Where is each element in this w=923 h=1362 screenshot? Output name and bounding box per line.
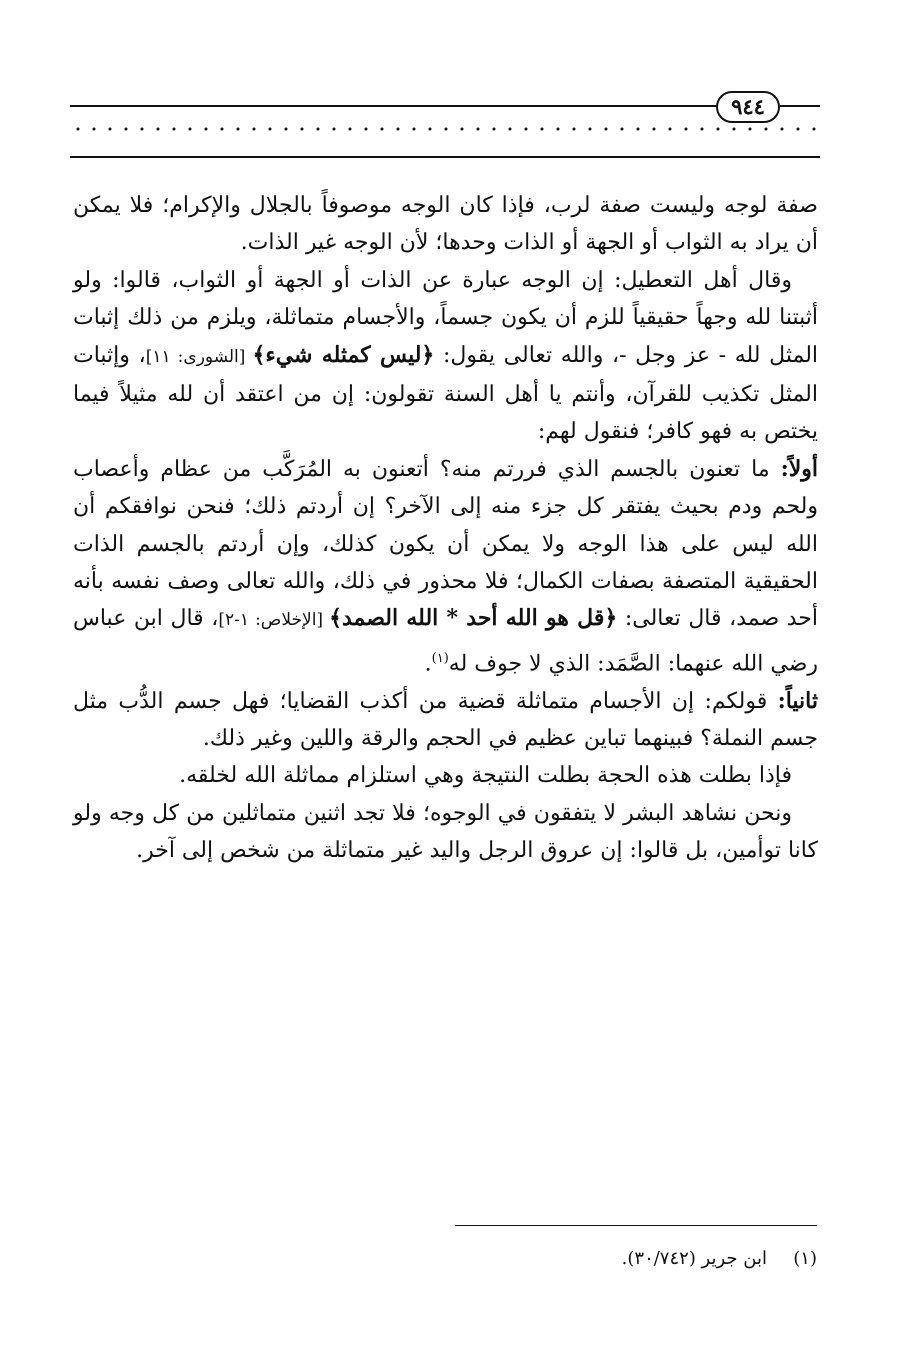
footnote-separator bbox=[455, 1225, 817, 1226]
footnote-marker: (١) bbox=[431, 650, 449, 666]
quran-verse-ikhlas: ﴿قل هو الله أحد * الله الصمد﴾ bbox=[329, 605, 618, 632]
paragraph-6 bbox=[73, 795, 818, 870]
paragraph-4 bbox=[73, 683, 818, 758]
paragraph-3 bbox=[73, 451, 818, 683]
paragraph-2-end: ، وإثبات المثل تكذيب للقرآن، وأنتم يا أهل السنة تقولون: إن من اعتقد أن لله مثيلاً فيما يختص به فهو كافر؛ فنقول لهم: bbox=[73, 342, 818, 445]
paragraph-6-text: ونحن نشاهد البشر لا يتفقون في الوجوه؛ فلا تجد اثنين متماثلين من كل وجه ولو كانا توأمين، بل قالوا: إن عروق الرجل واليد غير متماثلة من شخص إلى آخر. bbox=[73, 800, 818, 864]
footnote bbox=[555, 1248, 817, 1278]
verse-reference-ikhlas: [الإخلاص: ١-٢] bbox=[218, 610, 330, 631]
verse-reference-shura: [الشورى: ١١] bbox=[145, 346, 253, 367]
paragraph-3-end: ، قال ابن عباس رضي الله عنهما: الصَّمَد: الذي لا جوف له bbox=[73, 606, 818, 677]
paragraph-5-text: فإذا بطلت هذه الحجة بطلت النتيجة وهي استلزام مماثلة الله لخلقه. bbox=[179, 763, 792, 789]
paragraph-1-text: صفة لوجه وليست صفة لرب، فإذا كان الوجه موصوفاً بالجلال والإكرام؛ فلا يمكن أن يراد به الثواب أو الجهة أو الذات وحدها؛ لأن الوجه غير الذات. bbox=[73, 193, 818, 256]
paragraph-4-text: قولكم: إن الأجسام متماثلة قضية من أكذب القضايا؛ فهل جسم الدُّب مثل جسم النملة؟ فبينهما تباين عظيم في الحجم والرقة واللين وغير ذلك. bbox=[73, 688, 818, 752]
header-dotted-rule bbox=[70, 122, 820, 136]
quran-verse-shura: ﴿ليس كمثله شيء﴾ bbox=[252, 341, 435, 368]
footnote-text: ابن جرير (٣٠/٧٤٢). bbox=[621, 1248, 767, 1269]
header-rule-top bbox=[70, 105, 720, 107]
header-rule-bottom bbox=[70, 156, 820, 158]
footnote-number: (١) bbox=[793, 1248, 817, 1269]
point-second-label: ثانياً: bbox=[777, 687, 818, 714]
paragraph-3-start: ما تعنون بالجسم الذي فررتم منه؟ أتعنون به المُرَكَّب من عظام وأعصاب ولحم ودم بحيث يفتقر كل جزء منه إلى الآخر؟ إن أردتم ذلك؛ فنحن نوافقكم أن الله ليس على هذا الوجه ولا يمكن أن يكون كذلك، وإن أردتم بالجسم الذات الحقيقية المتصفة بصفات الكمال؛ فلا محذور في ذلك، والله تعالى وصف نفسه بأنه أحد صمد، قال تعالى: bbox=[73, 456, 819, 632]
paragraph-1 bbox=[73, 187, 818, 262]
page-number: ٩٤٤ bbox=[716, 91, 780, 123]
paragraph-3-dot: . bbox=[424, 651, 432, 677]
paragraph-2 bbox=[73, 262, 818, 451]
header-rule-top-end bbox=[780, 105, 820, 107]
paragraph-2-start: وقال أهل التعطيل: إن الوجه عبارة عن الذات أو الجهة أو الثواب، قالوا: ولو أثبتنا لله وجهاً حقيقياً للزم أن يكون جسماً، والأجسام متماثلة، ويلزم من ذلك إثبات المثل لله - عز وجل -، والله تعالى يقول: bbox=[73, 267, 819, 368]
paragraph-5 bbox=[73, 757, 818, 794]
main-text bbox=[73, 187, 818, 870]
point-first-label: أولاً: bbox=[780, 455, 818, 482]
page-header bbox=[70, 88, 820, 168]
